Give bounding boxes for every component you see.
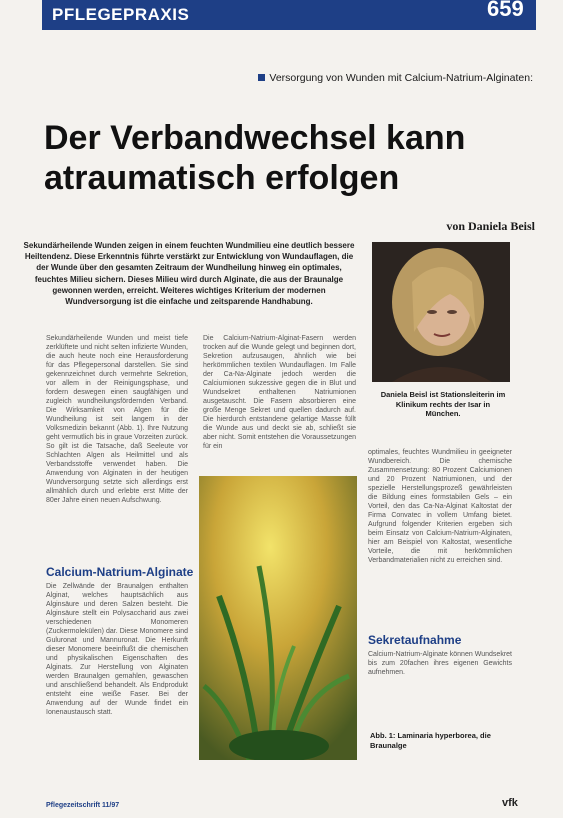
author-photo-caption: Daniela Beisl ist Stationsleiterin im Klinikum rechts der Isar in München. <box>380 390 506 418</box>
algae-image <box>199 476 357 760</box>
article-rubric <box>258 72 533 84</box>
algae-figure <box>199 476 357 760</box>
headline-line-1: Der Verbandwechsel kann <box>44 119 466 157</box>
body-column-1a: Sekundärheilende Wunden und meist tiefe zerklüftete und nicht selten infizierte Wunden, die auch heute noch eine Herausforderung für das Pflegepersonal darstellen. Sie sind gekennzeichnet durch vermehrte Sekretion, vor allem in der Reinigungsphase, und fordern deswegen einen saugfähigen und zugleich wundheilungsfördernden Verband. Die Wirksamkeit von Algen für die Wundheilung ist seit langem in der Volksmedizin bekannt (Abb. 1). Ihre Nutzung geht vermutlich bis in graue Vorzeiten zurück. So gilt ist die Tatsache, daß Seeleute vor Schlachten Algen als Heilmittel und als Verbandsstoffe verwendet haben. Die Anwendung von Alginaten in der heutigen Wundversorgung setzte sich allerdings erst allmählich durch und erlebte erst Mitte der 80er Jahre einen neuen Aufschwung. <box>46 335 188 504</box>
author-photo <box>372 242 510 382</box>
section-title: PFLEGEPRAXIS <box>52 5 190 24</box>
rubric-text: Versorgung von Wunden mit Calcium-Natrium-Alginaten: <box>269 72 533 84</box>
body-column-3b: Calcium-Natrium-Alginate können Wundsekret bis zum 20fachen ihres eigenen Gewichts aufnehmen. <box>368 651 512 676</box>
headline-line-2: atraumatisch erfolgen <box>44 159 400 197</box>
square-bullet-icon <box>258 74 265 81</box>
subheading-sekretaufnahme: Sekretaufnahme <box>368 633 462 647</box>
footer-journal: Pflegezeitschrift 11/97 <box>46 802 120 809</box>
subheading-calcium-natrium-alginate: Calcium-Natrium-Alginate <box>46 565 194 579</box>
body-column-1b: Die Zellwände der Braunalgen enthalten Alginat, welches hauptsächlich aus Alginsäure und deren Salzen besteht. Die Alginsäure stellt ein Polysaccharid aus zwei verschiedenen Monomeren (Zuckermolekülen) dar. Diese Monomere sind Guluronat und Mannuronat. Die Herkunft dieser Monomere beeinflußt die chemischen und physikalischen Eigenschaften des Alginats. Zur Herstellung von Alginaten werden Braunalgen gemahlen, gewaschen und anschließend behandelt. Als Endprodukt entsteht eine weiße Faser. Bei der Anwendung auf der Wunde findet ein Ionenaustausch statt. <box>46 583 188 716</box>
page-number: 659 <box>487 0 524 21</box>
portrait-image <box>372 242 510 382</box>
figure-caption: Abb. 1: Laminaria hyperborea, die Braunalge <box>370 731 491 750</box>
body-column-2a: Die Calcium-Natrium-Alginat-Fasern werden trocken auf die Wunde gelegt und beginnen dort, Sekretion aufzusaugen, ähnlich wie bei herkömmlichen textilen Wundauflagen. Im Falle der Ca-Na-Alginate jedoch werden die Calciumionen sukzessive gegen die in Blut und Wundsekret enthaltenen Natriumionen ausgetauscht. Die Fasern absorbieren eine große Menge Sekret und quellen dadurch auf. Die hierdurch entstandene gelartige Masse füllt die Wunde aus und deckt sie ab, schließt sie aber nicht. Somit entstehen die Voraussetzungen für ein <box>203 335 356 450</box>
article-headline <box>44 118 524 198</box>
article-author: von Daniela Beisl <box>446 219 535 233</box>
article-lead: Sekundärheilende Wunden zeigen in einem feuchten Wundmilieu eine deutlich bessere Heiltendenz. Diese Erkenntnis führte verstärkt zur Entwicklung von Wundauflagen, die der Wunde über den gesamten Zeitraum der Wundheilung hinweg ein optimales, feuchtes Milieu sichern. Dieses Milieu wird durch Alginate, die aus der Braunalge gewonnen werden, erreicht. Weiteres wichtiges Kriterium der modernen Wundversorgung ist die einfache und zeitsparende Handhabung. <box>23 241 355 307</box>
body-column-3a: optimales, feuchtes Wundmilieu in geeigneter Wundbereich. Die chemische Zusammensetzung: 80 Prozent Calciumionen und 20 Prozent Natriumionen, und der spezielle Herstellungsprozeß gewährleisten die Bildung eines formstabilen Gels – ein Vorteil, den das Ca-Na-Alginat Kaltostat der Firma Convatec in vollem Umfang bietet. Aufgrund folgender Kriterien ergeben sich beim Einsatz von Calcium-Natrium-Alginaten, hier am Beispiel von Kaltostat, wesentliche Vorteile, die mit herkömmlichen Verbandmaterialien nicht zu erreichen sind. <box>368 449 512 564</box>
publisher-logo: vfk <box>502 797 518 809</box>
